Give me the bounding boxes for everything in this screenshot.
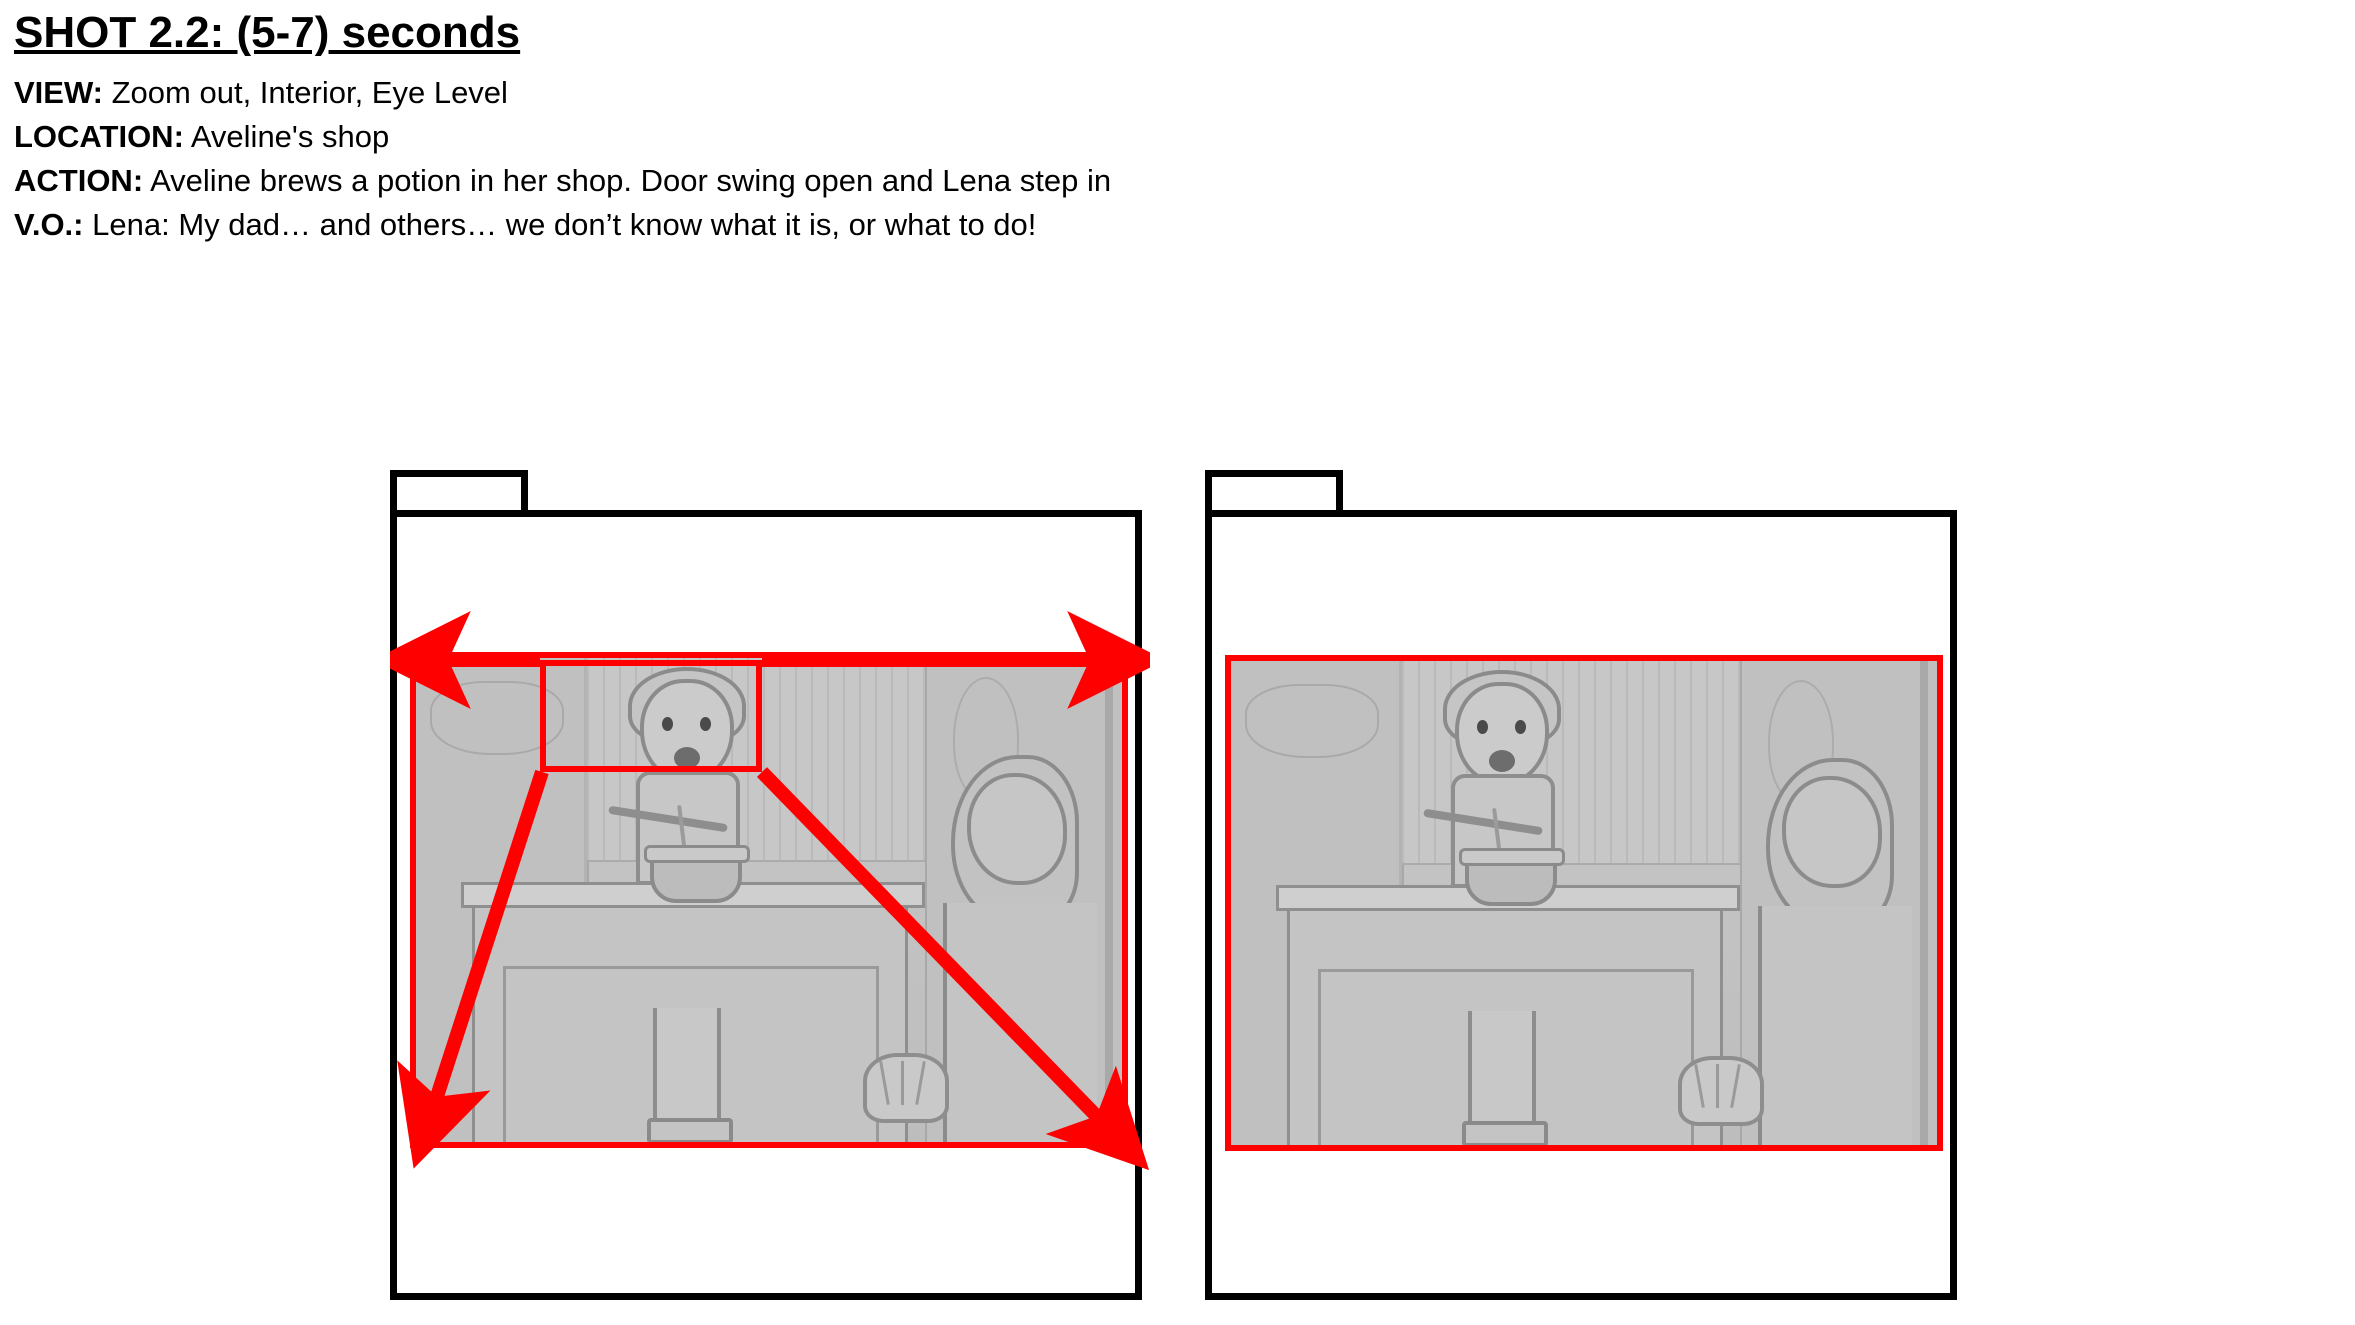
panel-end <box>1205 470 1965 1310</box>
stool <box>653 1008 721 1145</box>
field-location-label: LOCATION: <box>14 118 184 154</box>
panel-start <box>390 470 1150 1310</box>
panel-sketch <box>1227 658 1942 1148</box>
aveline-mouth <box>674 747 700 769</box>
door-icon <box>1920 658 1928 1148</box>
lena-hand <box>863 1053 949 1123</box>
aveline-eye-left <box>662 717 673 731</box>
field-view-label: VIEW: <box>14 74 103 110</box>
field-location-value: Aveline's shop <box>190 118 390 154</box>
storyboard-panels <box>0 470 2355 1325</box>
panel-sketch <box>412 655 1127 1145</box>
lena-head <box>967 773 1067 885</box>
page-title: SHOT 2.2: (5-7) seconds <box>14 8 521 57</box>
counter <box>472 895 908 1145</box>
field-view-value: Zoom out, Interior, Eye Level <box>111 74 508 110</box>
lena-body <box>943 903 1097 1145</box>
panel-tab <box>390 470 528 512</box>
field-action-value: Aveline brews a potion in her shop. Door swing open and Lena step in <box>150 162 1112 198</box>
field-location <box>14 115 2014 159</box>
lena-head <box>1782 776 1882 888</box>
shot-description <box>14 8 2014 247</box>
potion-pot <box>1465 854 1557 906</box>
potion-pot <box>650 851 742 903</box>
door-icon <box>1105 655 1113 1145</box>
aveline-eye-right <box>700 717 711 731</box>
aveline-eye-right <box>1515 720 1526 734</box>
counter <box>1287 898 1723 1148</box>
stool <box>1468 1011 1536 1148</box>
field-vo <box>14 203 2014 247</box>
field-view <box>14 71 2014 115</box>
panel-tab <box>1205 470 1343 512</box>
aveline-mouth <box>1489 750 1515 772</box>
field-action <box>14 159 2014 203</box>
aveline-eye-left <box>1477 720 1488 734</box>
field-action-label: ACTION: <box>14 162 144 198</box>
field-vo-value: Lena: My dad… and others… we don’t know what it is, or what to do! <box>92 206 1037 242</box>
lena-body <box>1758 906 1912 1148</box>
field-vo-label: V.O.: <box>14 206 84 242</box>
lena-hand <box>1678 1056 1764 1126</box>
